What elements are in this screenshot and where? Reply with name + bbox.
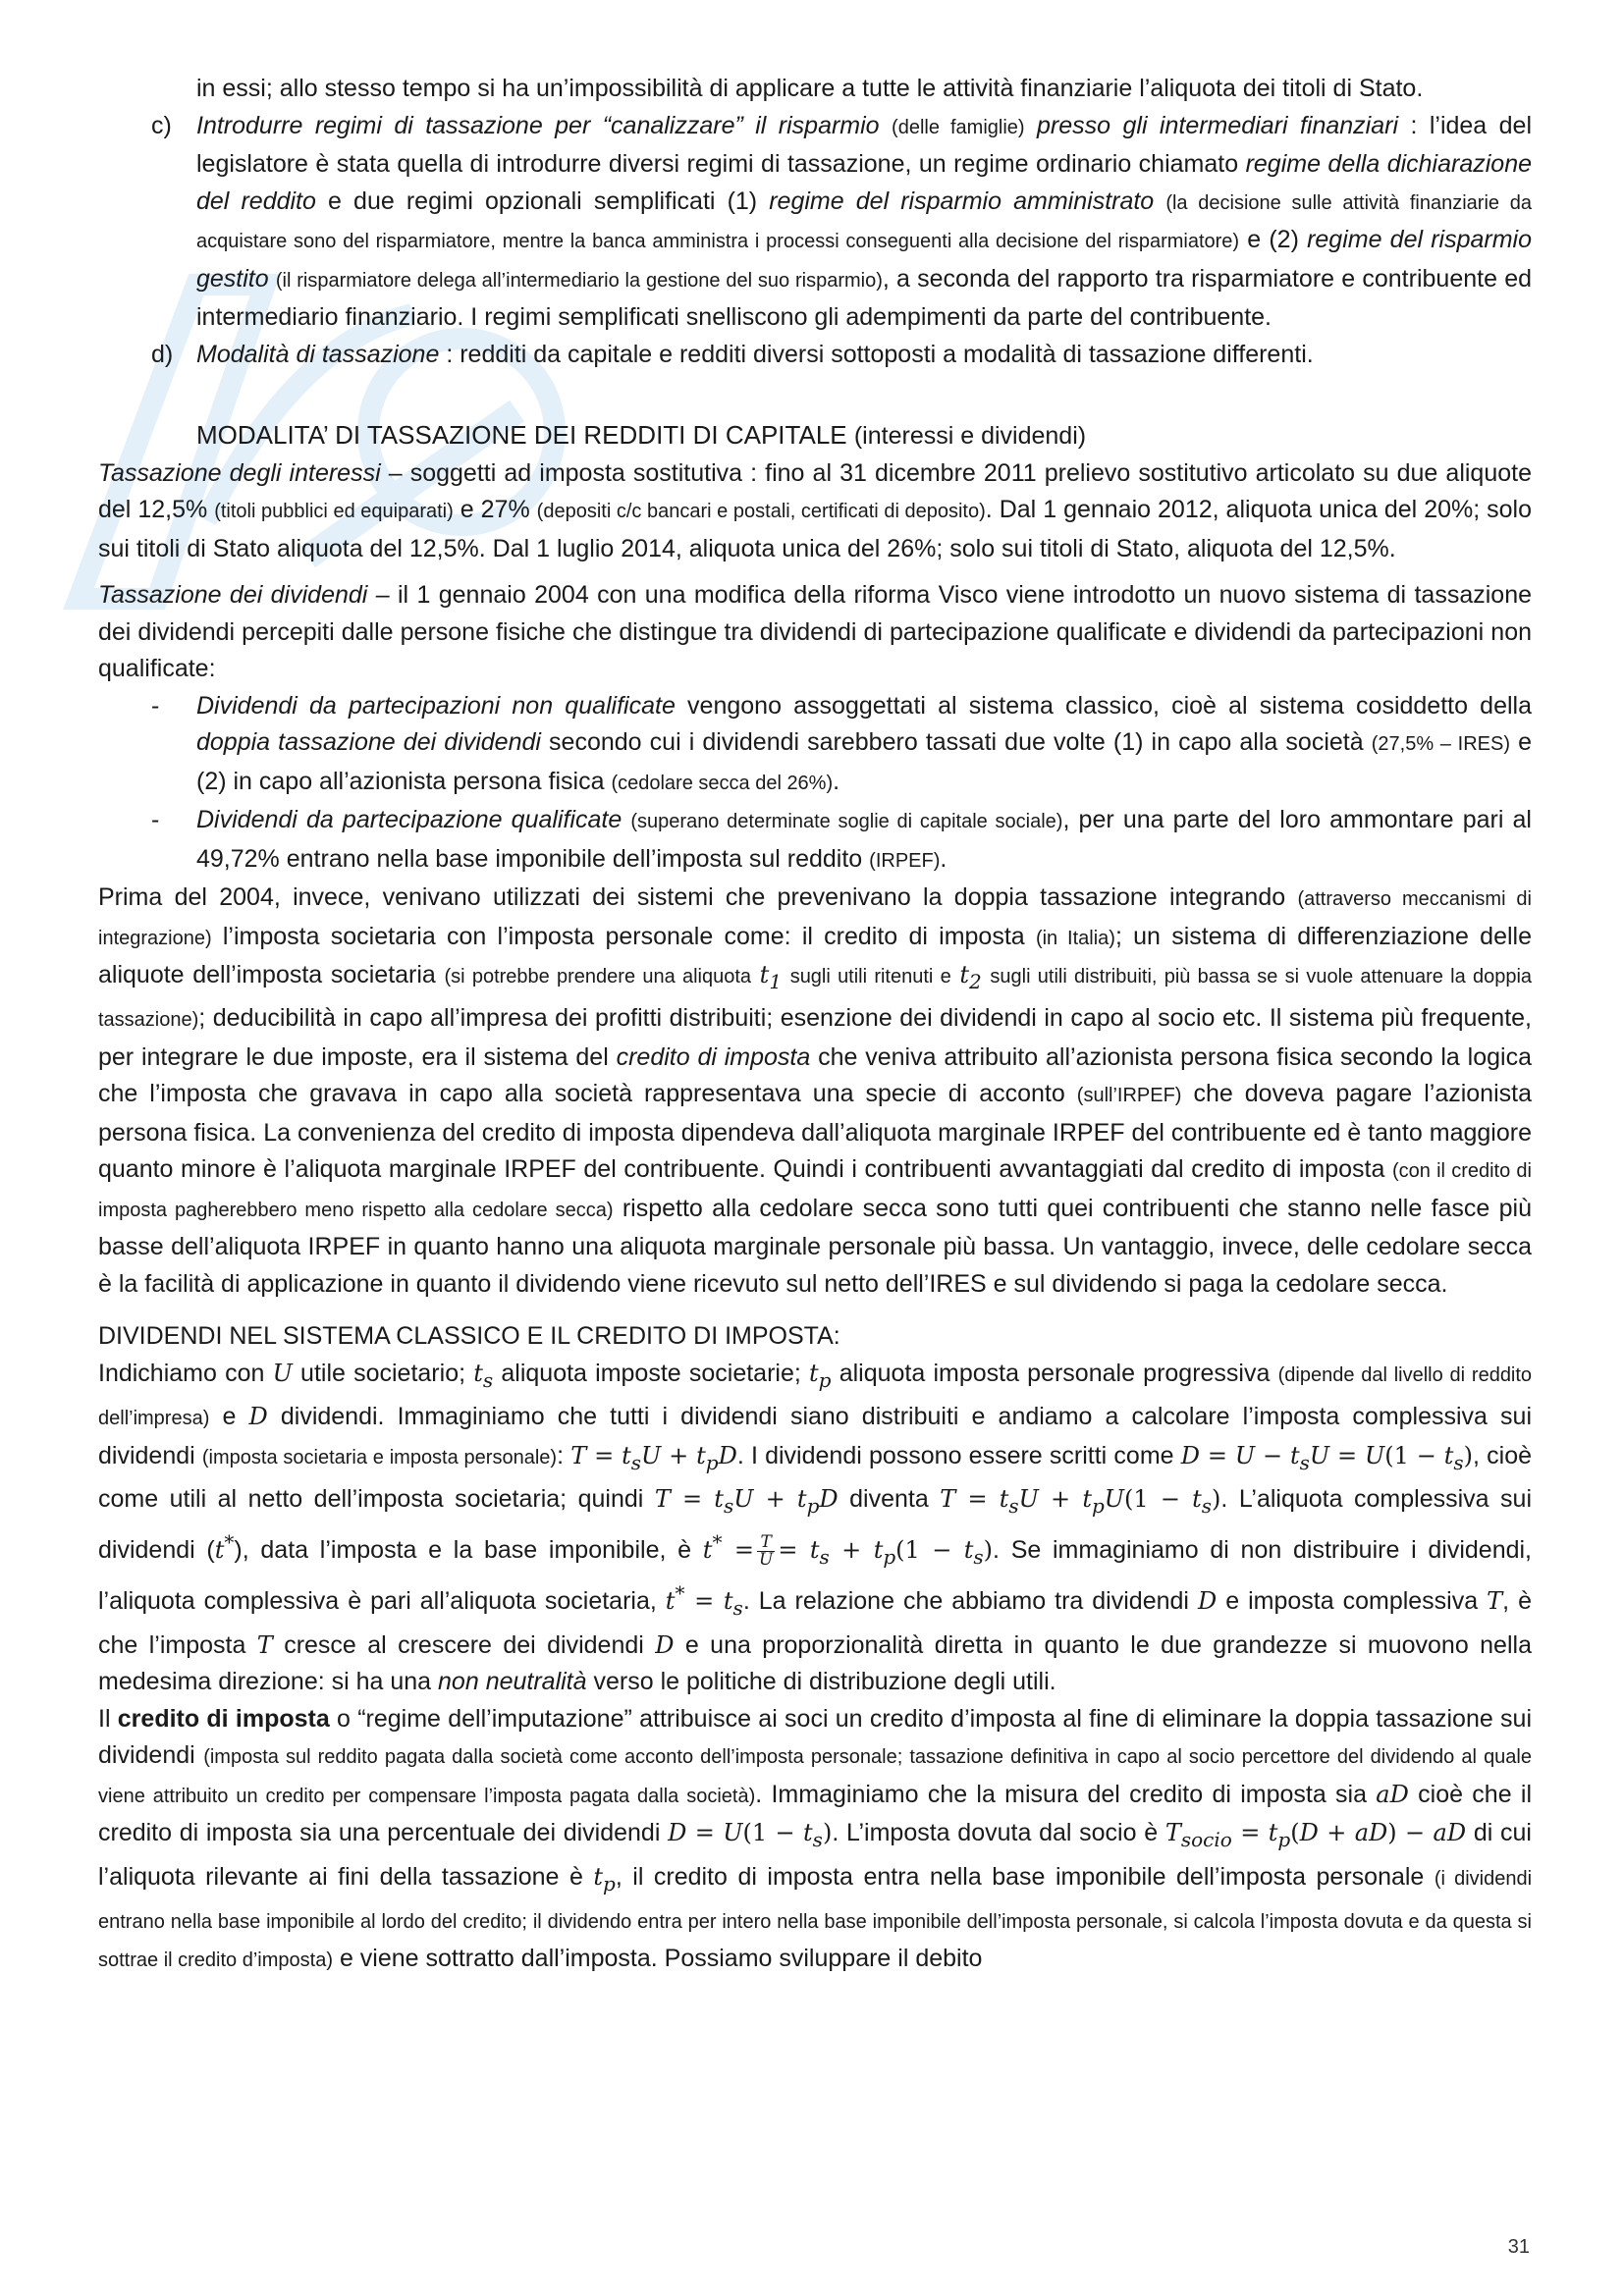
heading-note: (interessi e dividendi) (853, 422, 1087, 450)
interessi-note1: (titoli pubblici ed equiparati) (214, 501, 454, 522)
interessi-note2: (depositi c/c bancari e postali, certificati di deposito) (536, 501, 986, 522)
heading-text: MODALITA’ DI TASSAZIONE DEI REDDITI DI CAPITALE (196, 420, 847, 450)
prima-note5: (con il credito di imposta pagherebbero meno rispetto alla cedolare secca) (98, 1160, 1532, 1221)
bullet1-text2: secondo cui i dividendi sarebbero tassati due volte (1) in capo alla società (549, 728, 1364, 756)
classico-text16: cresce al crescere dei dividendi (284, 1630, 644, 1659)
bullet1-italic: doppia tassazione dei dividendi (196, 728, 541, 756)
list-item-d (98, 337, 1532, 374)
credito-text1: Il (98, 1704, 111, 1733)
bullet1-title: Dividendi da partecipazioni non qualificate (196, 691, 676, 720)
math-tp: $t_p$ (809, 1359, 832, 1392)
classico-text2: utile societario; (300, 1359, 466, 1387)
credito-text3: . Immaginiamo che la misura del credito di imposta sia (755, 1780, 1367, 1808)
classico-text8: , cioè come utili al netto dell’imposta societaria; quindi (98, 1441, 1533, 1513)
prima-note1: (attraverso meccanismi di integrazione) (98, 888, 1532, 949)
item-c-text1: : l’idea del legislatore è stata quella di introdurre diversi regimi di tassazione, un regime ordinario chiamato (196, 111, 1532, 178)
credito-text4: cioè che il credito di imposta sia una percentuale dei dividendi (98, 1780, 1532, 1847)
math-aD: aD (1376, 1780, 1409, 1808)
credito-text2: o “regime dell’imputazione” attribuisce ai soci un credito d’imposta al fine di eliminare la doppia tassazione sui dividendi (98, 1704, 1532, 1770)
item-d-title: Modalità di tassazione (196, 340, 440, 368)
prima-note3a: (si potrebbe prendere una aliquota (444, 966, 752, 988)
prima-note3b: sugli utili ritenuti e (789, 966, 951, 988)
math-tstar: t* (214, 1530, 235, 1565)
classico-note2: (imposta societaria e imposta personale) (201, 1446, 558, 1468)
section-heading-dividendi-classico: DIVIDENDI NEL SISTEMA CLASSICO E IL CREDITO DI IMPOSTA: (98, 1322, 840, 1351)
math-eq-D: $D = U - t_sU = U(1 - t_s)$ (1180, 1441, 1474, 1474)
list-item-c (98, 108, 1532, 337)
credito-text8: e viene sottratto dall’imposta. Possiamo sviluppare il debito (339, 1945, 983, 1973)
bullet-dash: - (151, 691, 160, 720)
classico-text5: e (222, 1403, 237, 1431)
math-tp2: $t_p$ (593, 1862, 616, 1896)
paragraph-credito-imposta (98, 1701, 1532, 1980)
bullet1-text3: e (2) in capo all’azionista persona fisica (196, 728, 1532, 795)
prima-text2: l’imposta societaria con l’imposta personale come: il credito di imposta (222, 922, 1025, 950)
classico-text14: e imposta complessiva (1225, 1587, 1479, 1616)
prima-text3: ; un sistema di differenziazione delle aliquote dell’imposta societaria (98, 922, 1532, 988)
classico-text15: , è che l’imposta (98, 1587, 1532, 1659)
list-label-c: c) (151, 111, 172, 139)
math-D2: D (1197, 1587, 1218, 1616)
prima-text1: Prima del 2004, invece, venivano utilizzati dei sistemi che prevenivano la doppia tassazione integrando (98, 883, 1286, 911)
bullet2-text1: , per una parte del loro ammontare pari al 49,72% entrano nella base imponibile dell’imposta sul reddito (196, 806, 1532, 873)
page-content (98, 71, 1532, 1980)
bullet-qualificate: - Dividendi da partecipazione qualificate (superano determinate soglie di capitale sociale), per una parte del loro ammontare pari al 49,72% entrano nella base imponibile dell’imposta sul reddito (IRPEF). (98, 802, 1532, 880)
paragraph-sistema-classico: Indichiamo con U utile societario; $t_s$ aliquota imposte societarie; $t_p$ aliquota imposta personale progressiva (dipende dal livello di reddito dell’impresa) e D dividendi. Immaginiamo che tutti i dividendi siano distribuiti e andiamo a calcolare l’imposta complessiva sui dividendi (imposta societaria e imposta personale): $T = t_sU + t_pD$. I dividendi possono essere scritti come $D = U - t_sU = U(1 - t_s)$, cioè come utili al netto dell’imposta societaria; quindi $T = t_sU + t_pD$ diventa $T = t_sU + t_pU(1 - t_s)$. L’aliquota complessiva sui dividendi (t*), data l’imposta e la base imponibile, è t* = $\frac{T}{U}$ = $t_s + t_p(1 - t_s)$. Se immaginiamo di non distribuire i dividendi, l’aliquota complessiva è pari all’aliquota societaria, $t^* = t_s$. La relazione che abbiamo tra dividendi D e imposta complessiva T, è che l’imposta T cresce al crescere dei dividendi D e una proporzionalità diretta in quanto le due grandezze si muovono nella medesima direzione: si ha una non neutralità verso le politiche di distribuzione degli utili. (98, 1359, 1533, 1696)
bullet1-note1: (27,5% – IRES) (1371, 733, 1510, 755)
fraction-T-over-U: $\frac{T}{U}$ (758, 1532, 774, 1571)
math-t1: $t_1$ (759, 961, 783, 993)
item-c-text4: , a seconda del rapporto tra risparmiatore e contribuente ed intermediario finanziario. I regimi semplificati snelliscono gli adempimenti da parte del contribuente. (196, 264, 1532, 331)
item-c-text3: e (2) (1247, 226, 1299, 253)
item-c-note3: (il risparmiatore delega all’intermediario la gestione del suo risparmio) (275, 269, 883, 292)
paragraph-dividendi (98, 577, 1532, 688)
page-number: 31 (1507, 2236, 1530, 2258)
item-c-note1: (delle famiglie) (892, 116, 1025, 138)
item-c-text2: e due regimi opzionali semplificati (1) (328, 187, 758, 215)
intro-continuation: in essi; allo stesso tempo si ha un’impossibilità di applicare a tutte le attività finanziarie l’aliquota dei titoli di Stato. (196, 75, 1424, 102)
classico-text4: aliquota imposta personale progressiva (839, 1359, 1271, 1387)
item-c-note2: (la decisione sulle attività finanziarie da acquistare sono del risparmiatore, mentre la banca amministra i processi conseguenti alla decisione del risparmiatore) (196, 191, 1532, 252)
bullet2-note1: (superano determinate soglie di capitale sociale) (630, 811, 1063, 832)
bullet1-text1: vengono assoggettati al sistema classico, cioè al sistema cosiddetto della (687, 691, 1532, 720)
math-eq-T3: $T = t_sU + t_pU(1 - t_s)$ (940, 1484, 1221, 1518)
prima-note4: (sull’IRPEF) (1076, 1085, 1182, 1107)
classico-text12: . Se immaginiamo di non distribuire i dividendi, l’aliquota complessiva è pari all’aliquota societaria, (98, 1536, 1533, 1616)
interessi-title: Tassazione degli interessi (98, 458, 381, 487)
item-c-title2: presso gli intermediari finanziari (1037, 111, 1399, 139)
prima-text6: che doveva pagare l’azionista persona fisica. La convenienza del credito di imposta dipendeva dall’aliquota marginale IRPEF del contribuente ed è tanto maggiore quanto minore è l’aliquota marginale IRPEF del contribuente. Quindi i contribuenti avvantaggiati dal credito di imposta (98, 1080, 1532, 1184)
classico-italic: non neutralità (438, 1668, 587, 1696)
math-eq-tstar: t* = $\frac{T}{U}$ = $t_s + t_p(1 - t_s)$ (702, 1530, 994, 1571)
item-c-regime2: regime del risparmio amministrato (769, 187, 1155, 215)
classico-text7: . I dividendi possono essere scritti come (736, 1441, 1174, 1469)
bullet2-title: Dividendi da partecipazione qualificate (196, 806, 623, 833)
item-c-regime3: regime del risparmio gestito (196, 226, 1532, 293)
classico-text1: Indichiamo con (98, 1359, 265, 1387)
credito-text6: di cui l’aliquota rilevante ai fini della tassazione è (98, 1819, 1532, 1891)
classico-text17: e una proporzionalità diretta in quanto le due grandezze si muovono nella medesima direzione: si ha una (98, 1630, 1532, 1696)
credito-note2: (i dividendi entrano nella base imponibile al lordo del credito; il dividendo entra per intero nella base imponibile dell’imposta personale, si calcola l’imposta dovuta e da questa si sottrae il credito d’imposta) (98, 1867, 1533, 1972)
classico-text9: diventa (849, 1484, 929, 1513)
classico-note1: (dipende dal livello di reddito dell’impresa) (98, 1363, 1533, 1430)
math-eq-T2: $T = t_sU + t_pD$ (654, 1484, 839, 1518)
item-d-text: : redditi da capitale e redditi diversi sottoposti a modalità di tassazione differenti. (446, 340, 1314, 368)
prima-note3c: sugli utili distribuiti, più bassa se si vuole attenuare la doppia tassazione) (98, 966, 1533, 1032)
prima-italic: credito di imposta (616, 1042, 811, 1071)
interessi-text3: . Dal 1 gennaio 2012, aliquota unica del 20%; solo sui titoli di Stato aliquota del 12,5%. Dal 1 luglio 2014, aliquota unica del 26%; solo sui titoli di Stato, aliquota del 12,5%. (98, 496, 1533, 562)
math-eq-T: $T = t_sU + t_pD$ (570, 1441, 737, 1474)
interessi-text1: – soggetti ad imposta sostitutiva : fino al 31 dicembre 2011 prelievo sostitutivo articolato su due aliquote del 12,5% (98, 458, 1532, 523)
prima-text7: rispetto alla cedolare secca sono tutti quei contribuenti che stanno nelle fasce più basse dell’aliquota IRPEF in quanto hanno una aliquota marginale personale più bassa. Un vantaggio, invece, delle cedolare secca è la facilità di applicazione in quanto il dividendo viene ricevuto sul netto dell’IRES e sul dividendo si paga la cedolare secca. (98, 1194, 1533, 1298)
math-D3: D (655, 1630, 675, 1659)
classico-text11: , data l’imposta e la base imponibile, è (242, 1536, 692, 1565)
credito-text7: , il credito di imposta entra nella base imponibile dell’imposta personale (615, 1862, 1425, 1891)
math-t2: $t_2$ (959, 961, 982, 993)
credito-bold: credito di imposta (117, 1704, 330, 1733)
math-eq-tstar-ts: $t^* = t_s$ (665, 1581, 743, 1621)
math-T2: T (256, 1630, 273, 1659)
classico-text3: aliquota imposte societarie; (501, 1359, 801, 1387)
interessi-text2: e 27% (460, 496, 530, 523)
credito-text5: . L’imposta dovuta dal socio è (832, 1819, 1159, 1847)
credito-note1: (imposta sul reddito pagata dalla società come acconto dell’imposta personale; tassazione definitiva in capo al socio percettore del dividendo al quale viene attribuito un credito per compensare l’imposta pagata dalla società) (98, 1746, 1532, 1807)
paragraph-interessi (98, 455, 1532, 568)
math-U: U (272, 1359, 293, 1387)
math-ts: $t_s$ (473, 1359, 494, 1392)
prima-text5: che veniva attribuito all’azionista persona fisica secondo la logica che l’imposta che gravava in capo alla società rappresentava una specie di acconto (98, 1042, 1532, 1108)
item-c-regime1: regime della dichiarazione del reddito (196, 150, 1533, 215)
classico-text6: dividendi. Immaginiamo che tutti i dividendi siano distribuiti e andiamo a calcolare l’imposta complessiva sui dividendi (98, 1403, 1533, 1469)
prima-note2: (in Italia) (1035, 927, 1115, 949)
bullet-non-qualificate: - Dividendi da partecipazioni non qualificate vengono assoggettati al sistema classico, cioè al sistema cosiddetto della doppia tassazione dei dividendi secondo cui i dividendi sarebbero tassati due volte (1) in capo alla società (27,5% – IRES) e (2) in capo all’azionista persona fisica (cedolare secca del 26%). (98, 688, 1532, 803)
paragraph-prima-2004 (98, 880, 1532, 1303)
bullet-dash: - (151, 806, 160, 833)
dividendi-text: – il 1 gennaio 2004 con una modifica della riforma Visco viene introdotto un nuovo sistema di tassazione dei dividendi percepiti dalle persone fisiche che distingue tra dividendi di partecipazione qualificate e dividendi da partecipazioni non qualificate: (98, 581, 1532, 682)
item-c-title: Introdurre regimi di tassazione per “canalizzare” il risparmio (196, 111, 880, 139)
list-label-d: d) (151, 340, 174, 368)
prima-text4: ; deducibilità in capo all’impresa dei profitti distribuiti; esenzione dei dividendi in capo al socio etc. Il sistema più frequente, per integrare le due imposte, era il sistema del (98, 1004, 1532, 1071)
math-T: T (1487, 1587, 1503, 1616)
classico-text13: . La relazione che abbiamo tra dividendi (742, 1587, 1189, 1616)
bullet1-note2: (cedolare secca del 26%) (611, 772, 834, 794)
section-heading-redditi-capitale (98, 417, 1532, 455)
classico-text10: . L’aliquota complessiva sui dividendi (98, 1484, 1533, 1565)
dividendi-title: Tassazione dei dividendi (98, 581, 368, 609)
classico-text18: verso le politiche di distribuzione degli utili. (593, 1668, 1056, 1696)
math-eq-D2: $D = U(1 - t_s)$ (668, 1819, 833, 1852)
bullet2-note2: (IRPEF) (869, 849, 941, 872)
math-eq-Tsocio: $T_{socio} = t_p(D + aD)$ − aD (1164, 1819, 1467, 1852)
math-D: D (248, 1403, 268, 1431)
